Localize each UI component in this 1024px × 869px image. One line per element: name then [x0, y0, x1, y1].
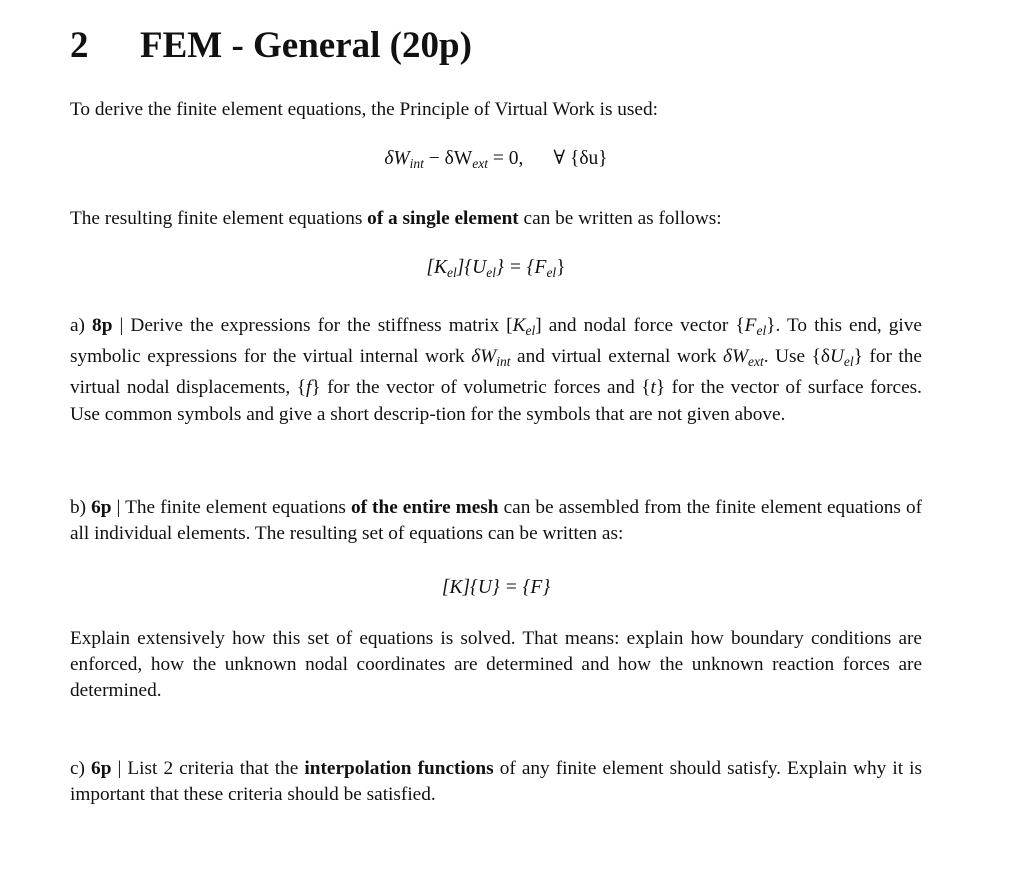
eq2-u: ]{U: [456, 257, 487, 278]
eq1-rhs: = 0,: [487, 148, 524, 169]
part-c-paragraph: [70, 756, 922, 808]
part-b-points: 6p: [91, 497, 112, 518]
part-b-pre: The finite element equations: [125, 497, 351, 518]
part-a-F: F: [744, 315, 757, 336]
resulting-bold: of a single element: [367, 208, 519, 229]
eq1-minus: − δW: [423, 148, 473, 169]
eq2-f: } = {F: [496, 257, 547, 278]
part-a-U: U: [829, 346, 844, 368]
part-a-t6: } for the virtual nodal displacements, {: [70, 346, 922, 399]
part-a-ext: ext: [748, 354, 764, 370]
part-a-int: int: [496, 354, 511, 370]
eq1-forall: ∀ {δu}: [553, 148, 608, 169]
part-a-el-2: el: [756, 323, 767, 338]
part-a-t5: . Use {δ: [763, 346, 830, 368]
part-a-K: K: [512, 315, 526, 336]
part-c-sep: |: [111, 758, 128, 779]
section-heading: [70, 22, 472, 70]
section-title: FEM - General (20p): [140, 25, 472, 66]
global-equation: [K]{U} = {F}: [441, 577, 551, 598]
part-a-t3: }. To this end, give symbolic expressions for the virtual internal work: [70, 315, 922, 368]
part-b-post: can be assembled from the finite element equations of all individual elements. The resulting set of equations can be written as:: [70, 497, 923, 545]
part-a-el-3: el: [843, 354, 854, 370]
part-a-t1: Derive the expressions for the stiffness matrix [: [130, 315, 513, 336]
part-a-paragraph: [70, 313, 922, 428]
part-c-post: of any finite element should satisfy. Explain why it is important that these criteria should be satisfied.: [70, 758, 922, 806]
eq1-dw-int: δW: [384, 148, 410, 169]
virtual-work-equation: [70, 145, 922, 178]
part-a-sep: |: [112, 315, 131, 336]
part-c-points: 6p: [91, 758, 112, 779]
explain-paragraph: Explain extensively how this set of equations is solved. That means: explain how boundary conditions are enforced, how the unknown nodal coordinates are determined and how the unknown reaction forces are determined.: [70, 628, 922, 702]
part-b-sep: |: [111, 497, 126, 518]
part-c-pre: List 2 criteria that the: [127, 758, 305, 779]
part-b-bold: of the entire mesh: [350, 497, 499, 518]
eq1-sub-ext: ext: [472, 156, 488, 171]
part-a-t8: } for the vector of surface forces. Use common symbols and give a short descrip-tion for the symbols that are not given above.: [70, 377, 922, 425]
part-a-points: 8p: [92, 315, 113, 336]
part-a-label: a): [70, 315, 93, 336]
part-a-f: f: [305, 377, 312, 399]
part-a-dw-2: δW: [723, 346, 749, 368]
part-b-label: b): [70, 497, 92, 518]
element-equation: [70, 254, 922, 287]
resulting-paragraph: [70, 206, 922, 232]
part-a-t2: ] and nodal force vector {: [535, 315, 745, 336]
eq2-close: }: [556, 257, 566, 278]
part-a-t7: } for the vector of volumetric forces and {: [311, 377, 651, 399]
part-a-t: t: [650, 377, 656, 399]
resulting-pre: The resulting finite element equations: [70, 208, 368, 229]
part-c-label: c): [70, 758, 92, 779]
part-a-el-1: el: [525, 323, 536, 338]
part-b-paragraph: [70, 495, 922, 547]
eq2-f-sub: el: [546, 265, 557, 280]
part-c-bold: interpolation functions: [304, 758, 494, 779]
eq2-u-sub: el: [486, 265, 497, 280]
eq2-k: [K: [426, 257, 448, 278]
section-number: 2: [70, 25, 89, 66]
eq1-sub-int: int: [409, 156, 424, 171]
intro-paragraph: To derive the finite element equations, the Principle of Virtual Work is used:: [70, 99, 658, 120]
eq2-k-sub: el: [447, 265, 457, 280]
resulting-post: can be written as follows:: [518, 208, 722, 229]
part-a-t4: and virtual external work: [510, 346, 723, 368]
part-a-dw-1: δW: [471, 346, 497, 368]
